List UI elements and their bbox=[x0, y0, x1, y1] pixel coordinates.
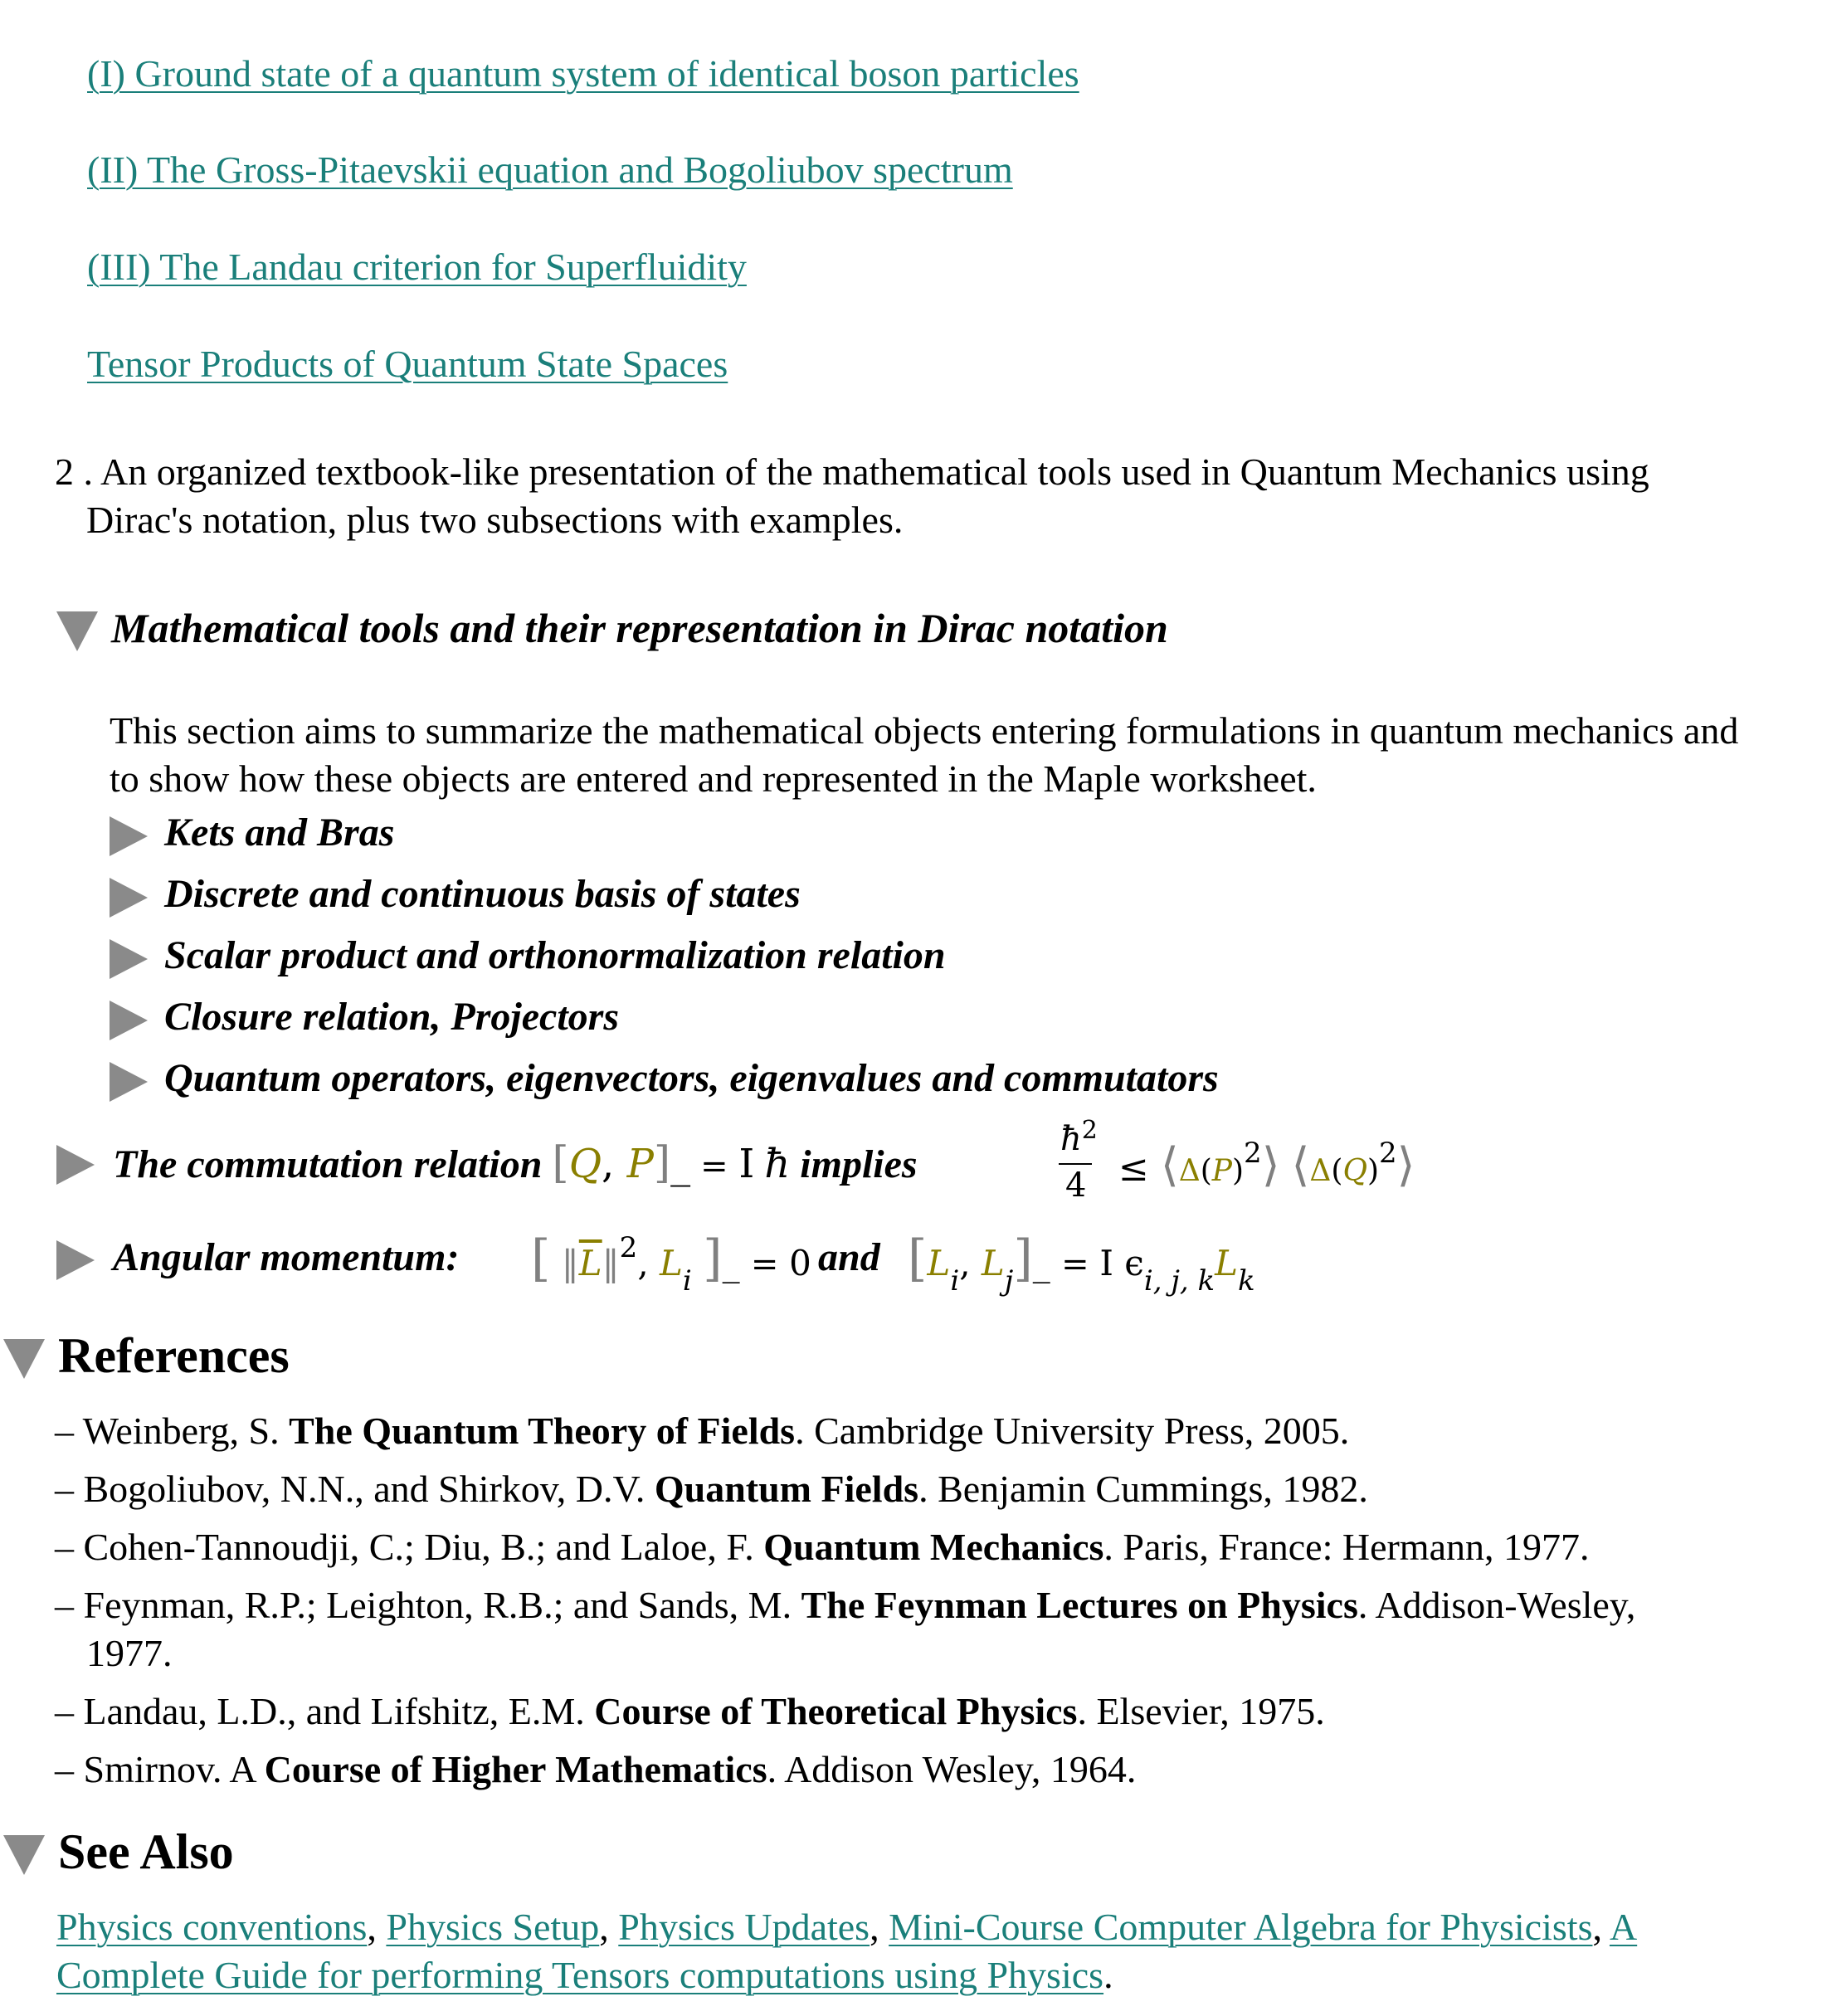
reference-item bbox=[55, 1467, 1368, 1511]
delta-q: Q bbox=[1342, 1154, 1367, 1188]
link-physics-conventions[interactable]: Physics conventions bbox=[56, 1906, 368, 1948]
rbracket-2: ] bbox=[1013, 1230, 1033, 1288]
expand-closure-icon[interactable] bbox=[110, 1001, 148, 1040]
ref-publisher: . Addison Wesley, 1964. bbox=[767, 1748, 1137, 1790]
l-i-2: L bbox=[927, 1243, 951, 1283]
collapse-references-icon[interactable] bbox=[3, 1339, 45, 1379]
ref-title: Course of Theoretical Physics bbox=[594, 1690, 1078, 1732]
sub-j: j bbox=[1004, 1264, 1014, 1298]
paren-open-1: ( bbox=[1200, 1154, 1212, 1188]
frac-hbar: ħ bbox=[1060, 1120, 1082, 1158]
paren-close-1: ) bbox=[1232, 1154, 1245, 1188]
see-also-title[interactable]: See Also bbox=[58, 1824, 234, 1879]
comma-1: , bbox=[637, 1243, 660, 1283]
sep: , bbox=[599, 1906, 619, 1948]
delta-2: Δ bbox=[1309, 1154, 1332, 1188]
math-section-desc1: This section aims to summarize the mathematical objects entering formulations in quantum mechanics and bbox=[110, 709, 1739, 752]
expand-commutation-icon[interactable] bbox=[56, 1145, 95, 1185]
reference-item bbox=[55, 1689, 1325, 1733]
rangle-2: ⟩ bbox=[1396, 1138, 1415, 1192]
ref-publisher: . Paris, France: Hermann, 1977. bbox=[1103, 1526, 1590, 1568]
hbar: ħ bbox=[764, 1141, 791, 1187]
ref-author: – Landau, L.D., and Lifshitz, E.M. bbox=[55, 1690, 595, 1732]
ref-title: Quantum Mechanics bbox=[763, 1526, 1104, 1568]
imag-unit-2: I bbox=[1099, 1243, 1113, 1283]
ref-publisher: . Cambridge University Press, 2005. bbox=[795, 1410, 1350, 1452]
langle-2: ⟨ bbox=[1291, 1138, 1310, 1192]
exp-p: 2 bbox=[1244, 1137, 1262, 1170]
ref-author: – Feynman, R.P.; Leighton, R.B.; and Sands, M. bbox=[55, 1584, 801, 1626]
ref-author: – Weinberg, S. bbox=[55, 1410, 290, 1452]
ref-author: – Bogoliubov, N.N., and Shirkov, D.V. bbox=[55, 1468, 655, 1510]
ref-publisher: . Benjamin Cummings, 1982. bbox=[918, 1468, 1368, 1510]
collapse-math-section-icon[interactable] bbox=[56, 611, 98, 651]
ref-title: Course of Higher Mathematics bbox=[264, 1748, 767, 1790]
ref-title: The Quantum Theory of Fields bbox=[289, 1410, 796, 1452]
norm-open: ‖ bbox=[561, 1243, 579, 1283]
ref-title: The Feynman Lectures on Physics bbox=[801, 1584, 1358, 1626]
see-also-line2 bbox=[56, 1953, 1113, 1997]
lbracket-1: [ bbox=[531, 1230, 551, 1288]
fraction-numerator bbox=[1060, 1116, 1098, 1158]
item2-line2: Dirac's notation, plus two subsections with examples. bbox=[86, 499, 904, 541]
references-title[interactable]: References bbox=[58, 1328, 290, 1383]
sep: , bbox=[1592, 1906, 1610, 1948]
zero: 0 bbox=[789, 1243, 811, 1283]
implies-word: implies bbox=[800, 1142, 918, 1186]
subsection-closure[interactable]: Closure relation, Projectors bbox=[164, 995, 620, 1039]
reference-item bbox=[55, 1409, 1349, 1453]
norm-exp: 2 bbox=[619, 1231, 638, 1264]
link-ground-state[interactable]: (I) Ground state of a quantum system of identical boson particles bbox=[87, 52, 1079, 95]
reference-item bbox=[55, 1583, 1635, 1627]
link-tensors-guide[interactable]: Complete Guide for performing Tensors computations using Physics bbox=[56, 1954, 1104, 1996]
exp-q: 2 bbox=[1379, 1137, 1397, 1170]
expand-scalar-product-icon[interactable] bbox=[110, 939, 148, 979]
item2-text1: An organized textbook-like presentation of the mathematical tools used in Quantum Mechanics using bbox=[100, 450, 1649, 493]
subsection-scalar-product[interactable]: Scalar product and orthonormalization relation bbox=[164, 933, 946, 977]
link-mini-course[interactable]: Mini-Course Computer Algebra for Physicists bbox=[889, 1906, 1593, 1948]
ref-author: – Smirnov. A bbox=[55, 1748, 265, 1790]
item2-line1 bbox=[55, 448, 1649, 496]
uncertainty-expr bbox=[1118, 1138, 1415, 1192]
sub-i-2: i bbox=[950, 1264, 960, 1298]
expand-operators-icon[interactable] bbox=[110, 1062, 148, 1102]
ref-publisher: . Elsevier, 1975. bbox=[1077, 1690, 1325, 1732]
math-section-title[interactable]: Mathematical tools and their representation in Dirac notation bbox=[111, 605, 1168, 651]
l-i: L bbox=[660, 1243, 683, 1283]
comma-2: , bbox=[959, 1243, 982, 1283]
expand-basis-icon[interactable] bbox=[110, 878, 148, 918]
ref-author: – Cohen-Tannoudji, C.; Diu, B.; and Laloe, F. bbox=[55, 1526, 764, 1568]
fraction-bar bbox=[1059, 1163, 1092, 1165]
minus-sub: _ bbox=[670, 1141, 691, 1187]
epsilon: ϵ bbox=[1124, 1243, 1144, 1283]
leq-sign: ≤ bbox=[1118, 1147, 1161, 1190]
link-tensor-products[interactable]: Tensor Products of Quantum State Spaces bbox=[87, 343, 728, 385]
see-also-end: . bbox=[1103, 1954, 1113, 1996]
fraction-denominator: 4 bbox=[1065, 1166, 1087, 1205]
link-landau-criterion[interactable]: (III) The Landau criterion for Superfluidity bbox=[87, 246, 747, 288]
link-tensors-guide-start[interactable]: A bbox=[1609, 1906, 1638, 1948]
sep: , bbox=[870, 1906, 889, 1948]
link-physics-updates[interactable]: Physics Updates bbox=[618, 1906, 870, 1948]
angular-expr-2 bbox=[908, 1230, 1255, 1298]
symbol-q: Q bbox=[568, 1141, 602, 1187]
delta-1: Δ bbox=[1178, 1154, 1201, 1188]
expand-angular-icon[interactable] bbox=[56, 1240, 95, 1280]
vec-l: $\overline{L}$ bbox=[578, 1243, 602, 1283]
sub-i: i bbox=[682, 1264, 692, 1298]
l-j: L bbox=[981, 1243, 1005, 1283]
eq-2: = bbox=[1061, 1245, 1100, 1283]
item2-number: 2 . bbox=[55, 450, 93, 493]
commutation-heading[interactable] bbox=[113, 1138, 918, 1188]
eq-zero: = bbox=[750, 1245, 790, 1283]
reference-continuation: 1977. bbox=[86, 1632, 173, 1674]
reference-item bbox=[55, 1747, 1136, 1791]
rangle-1: ⟩ bbox=[1261, 1138, 1280, 1192]
reference-item bbox=[55, 1525, 1590, 1569]
sep: , bbox=[367, 1906, 387, 1948]
sub-k: k bbox=[1237, 1264, 1255, 1298]
right-bracket: ] bbox=[653, 1138, 671, 1188]
rbracket-1: ] bbox=[703, 1230, 723, 1288]
lbracket-2: [ bbox=[908, 1230, 928, 1288]
ref-title: Quantum Fields bbox=[654, 1468, 919, 1510]
delta-p: P bbox=[1211, 1154, 1232, 1188]
commutation-prefix: The commutation relation bbox=[113, 1142, 543, 1186]
imag-unit: I bbox=[738, 1141, 755, 1187]
left-bracket: [ bbox=[552, 1138, 569, 1188]
eps-sub: i, j, k bbox=[1143, 1264, 1215, 1298]
angular-prefix: Angular momentum: bbox=[113, 1235, 460, 1279]
paren-open-2: ( bbox=[1331, 1154, 1343, 1188]
expand-kets-bras-icon[interactable] bbox=[110, 816, 148, 856]
langle-1: ⟨ bbox=[1160, 1138, 1179, 1192]
comma: , bbox=[602, 1141, 627, 1187]
equals: = bbox=[700, 1147, 739, 1186]
norm-close: ‖ bbox=[602, 1243, 620, 1283]
subsection-basis[interactable]: Discrete and continuous basis of states bbox=[164, 872, 801, 916]
and-word: and bbox=[818, 1235, 880, 1279]
minus-2: _ bbox=[1032, 1243, 1050, 1283]
paren-close-2: ) bbox=[1366, 1154, 1380, 1188]
subsection-operators[interactable]: Quantum operators, eigenvectors, eigenvalues and commutators bbox=[164, 1056, 1219, 1100]
frac-exp: 2 bbox=[1081, 1116, 1098, 1145]
symbol-p: P bbox=[626, 1141, 654, 1187]
see-also-line1 bbox=[56, 1905, 1637, 1949]
subsection-kets-bras[interactable]: Kets and Bras bbox=[164, 811, 395, 855]
l-k: L bbox=[1215, 1243, 1238, 1283]
math-section-desc2: to show how these objects are entered and represented in the Maple worksheet. bbox=[110, 757, 1317, 800]
link-physics-setup[interactable]: Physics Setup bbox=[386, 1906, 600, 1948]
collapse-see-also-icon[interactable] bbox=[3, 1835, 45, 1875]
ref-publisher: . Addison-Wesley, bbox=[1357, 1584, 1636, 1626]
link-gross-pitaevskii[interactable]: (II) The Gross-Pitaevskii equation and Bogoliubov spectrum bbox=[87, 149, 1013, 191]
angular-heading[interactable] bbox=[113, 1234, 459, 1280]
minus-1: _ bbox=[722, 1243, 740, 1283]
angular-expr bbox=[531, 1230, 811, 1298]
